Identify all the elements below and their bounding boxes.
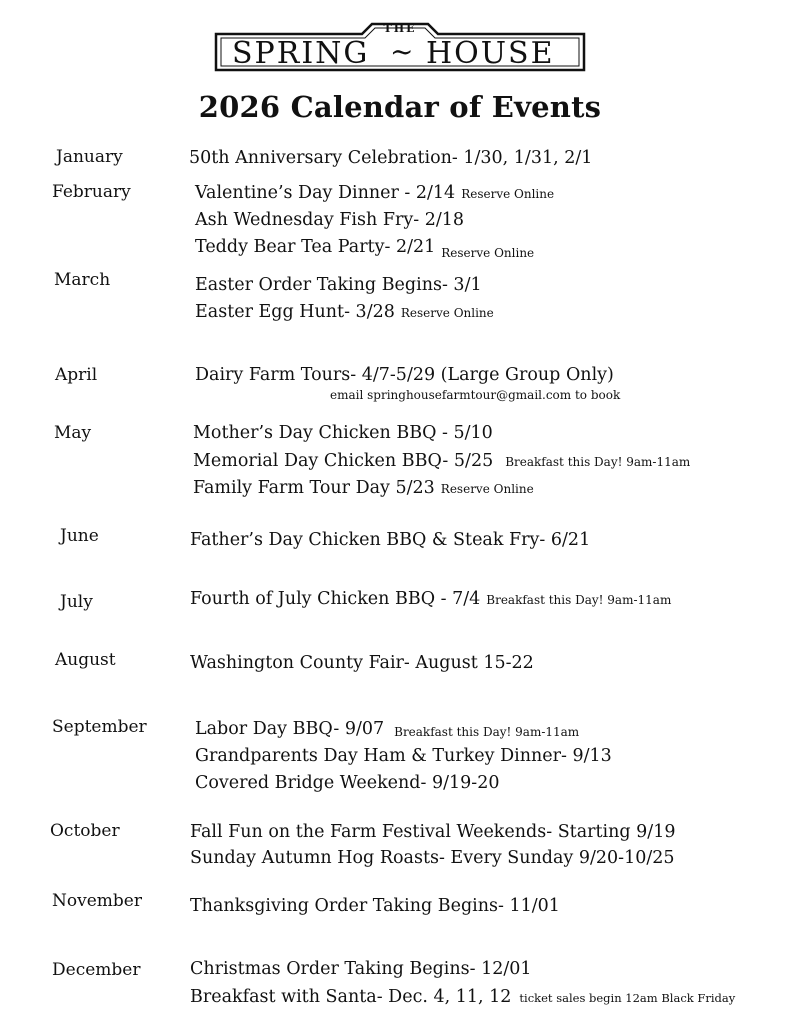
event-item — [195, 718, 579, 741]
event-note: Reserve Online — [440, 482, 534, 496]
event-item — [193, 450, 690, 473]
event-text: Ash Wednesday Fish Fry- 2/18 — [195, 210, 464, 230]
event-text: Grandparents Day Ham & Turkey Dinner- 9/13 — [195, 746, 612, 766]
event-text: Valentine’s Day Dinner - 2/14 — [195, 183, 456, 203]
event-text: Covered Bridge Weekend- 9/19-20 — [195, 773, 500, 793]
event-text: Memorial Day Chicken BBQ- 5/25 — [193, 451, 494, 471]
month-june: June — [60, 526, 99, 546]
logo-the-text: THE — [383, 22, 417, 35]
month-august: August — [55, 650, 116, 670]
event-text: Dairy Farm Tours- 4/7-5/29 (Large Group Only) — [195, 365, 614, 385]
event-note: Breakfast this Day! 9am-11am — [486, 593, 672, 607]
event-item — [190, 958, 532, 980]
event-item — [195, 745, 612, 767]
spring-house-logo — [212, 20, 588, 72]
event-text: Thanksgiving Order Taking Begins- 11/01 — [190, 896, 560, 916]
event-item — [190, 652, 534, 674]
event-subnote: email springhousefarmtour@gmail.com to book — [330, 388, 621, 402]
event-item — [189, 147, 592, 169]
event-text: Family Farm Tour Day 5/23 — [193, 478, 435, 498]
event-note: Breakfast this Day! 9am-11am — [505, 455, 691, 469]
event-text: Washington County Fair- August 15-22 — [190, 653, 534, 673]
month-february: February — [52, 182, 131, 202]
event-text: Labor Day BBQ- 9/07 — [195, 719, 385, 739]
month-july: July — [60, 592, 93, 612]
event-item — [195, 209, 464, 231]
event-text: 50th Anniversary Celebration- 1/30, 1/31, 2/1 — [189, 148, 593, 168]
event-item — [195, 182, 554, 205]
event-text: Breakfast with Santa- Dec. 4, 11, 12 — [190, 987, 512, 1007]
event-item — [190, 986, 735, 1009]
month-november: November — [52, 891, 142, 911]
event-text: Fall Fun on the Farm Festival Weekends- Starting 9/19 — [190, 822, 676, 842]
month-january: January — [56, 147, 123, 167]
month-april: April — [55, 365, 98, 385]
month-october: October — [50, 821, 120, 841]
event-note: Reserve Online — [400, 306, 494, 320]
event-text: Easter Order Taking Begins- 3/1 — [195, 275, 482, 295]
event-item — [195, 364, 614, 386]
event-item — [195, 772, 499, 794]
event-note: Reserve Online — [461, 187, 555, 201]
event-note: ticket sales begin 12am Black Friday — [519, 991, 736, 1005]
event-text: Christmas Order Taking Begins- 12/01 — [190, 959, 532, 979]
logo-house-text: HOUSE — [426, 36, 555, 71]
event-item — [195, 274, 482, 296]
logo-spring-text: SPRING — [232, 36, 370, 71]
event-note: Breakfast this Day! 9am-11am — [394, 725, 580, 739]
event-text: Easter Egg Hunt- 3/28 — [195, 302, 395, 322]
event-item — [190, 588, 671, 611]
event-item — [193, 477, 534, 500]
event-item — [190, 847, 675, 869]
event-item — [190, 821, 675, 843]
month-december: December — [52, 960, 141, 980]
event-item — [193, 422, 493, 444]
event-note: Reserve Online — [441, 246, 535, 260]
event-text: Teddy Bear Tea Party- 2/21 — [195, 237, 436, 257]
event-text: Father’s Day Chicken BBQ & Steak Fry- 6/21 — [190, 530, 591, 550]
page-title: 2026 Calendar of Events — [198, 90, 602, 124]
month-may: May — [54, 423, 92, 443]
event-item — [195, 236, 534, 259]
event-text: Fourth of July Chicken BBQ - 7/4 — [190, 589, 481, 609]
event-item — [190, 895, 560, 917]
event-item — [190, 529, 590, 551]
event-text: Mother’s Day Chicken BBQ - 5/10 — [193, 423, 493, 443]
logo-tilde: ~ — [390, 35, 414, 68]
month-september: September — [52, 717, 147, 737]
event-text: Sunday Autumn Hog Roasts- Every Sunday 9/20-10/25 — [190, 848, 675, 868]
event-item — [195, 301, 494, 324]
month-march: March — [54, 270, 111, 290]
